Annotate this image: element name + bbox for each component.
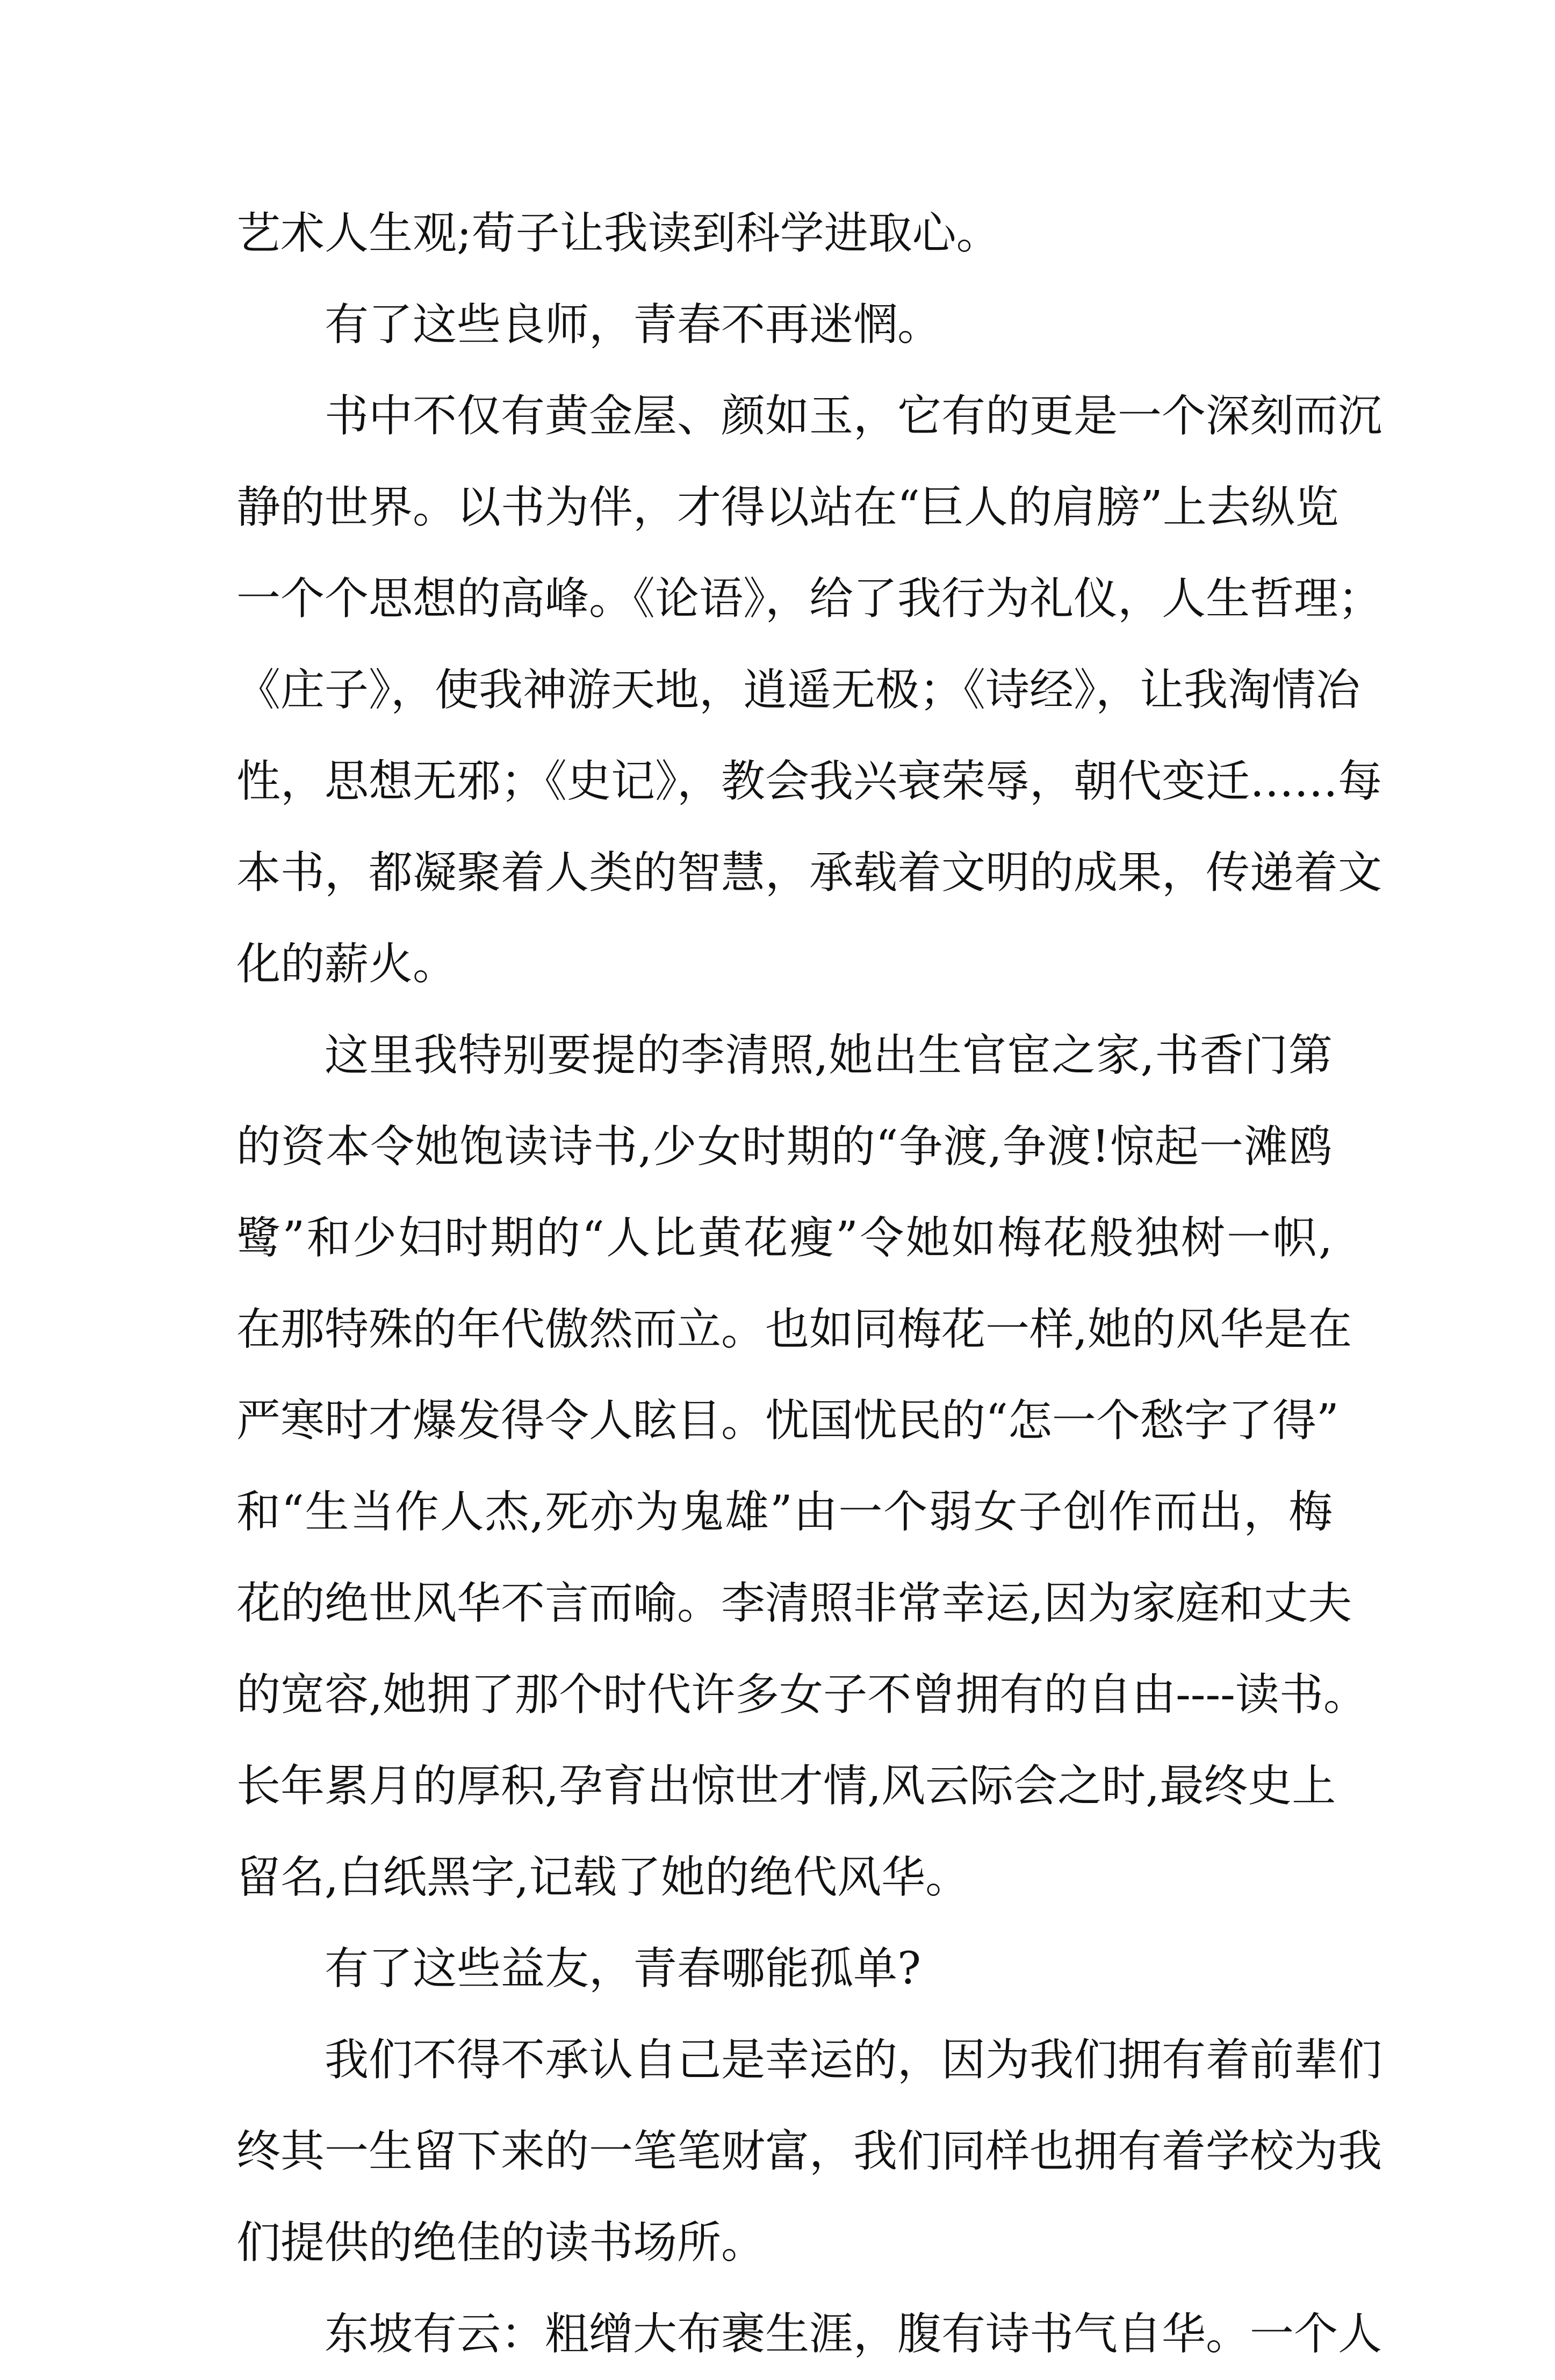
text-line: 艺术人生观;荀子让我读到科学进取心。	[236, 208, 1000, 259]
text-line: 性，思想无邪；《史记》，教会我兴衰荣辱，朝代变迁……每	[236, 756, 1383, 807]
text-line: 我们不得不承认自己是幸运的，因为我们拥有着前辈们	[325, 2035, 1383, 2086]
text-line: 东坡有云：粗缯大布裹生涯，腹有诗书气自华。一个人	[325, 2309, 1383, 2360]
text-line: 长年累月的厚积,孕育出惊世才情,风云际会之时,最终史上	[236, 1761, 1336, 1812]
text-line: 有了这些良师，青春不再迷惘。	[325, 299, 942, 350]
text-line: 和“生当作人杰,死亦为鬼雄”由一个弱女子创作而出，梅	[236, 1487, 1333, 1538]
text-line: 们提供的绝佳的读书场所。	[236, 2217, 766, 2268]
text-line: 的资本令她饱读诗书,少女时期的“争渡,争渡!惊起一滩鸥	[236, 1121, 1333, 1172]
text-line: 《庄子》，使我神游天地，逍遥无极；《诗经》，让我淘情冶	[236, 665, 1360, 716]
text-line: 书中不仅有黄金屋、颜如玉，它有的更是一个深刻而沉	[325, 391, 1383, 442]
text-line: 的宽容,她拥了那个时代许多女子不曾拥有的自由----读书。	[236, 1669, 1367, 1720]
text-line: 留名,白纸黑字,记载了她的绝代风华。	[236, 1852, 970, 1903]
text-line: 花的绝世风华不言而喻。李清照非常幸运,因为家庭和丈夫	[236, 1578, 1352, 1629]
text-line: 严寒时才爆发得令人眩目。忧国忧民的“怎一个愁字了得”	[236, 1395, 1339, 1446]
text-line: 一个个思想的高峰。《论语》，给了我行为礼仪，人生哲理；	[236, 573, 1383, 624]
text-line: 静的世界。以书为伴，才得以站在“巨人的肩膀”上去纵览	[236, 482, 1339, 533]
text-line: 有了这些益友，青春哪能孤单?	[325, 1943, 921, 1994]
text-line: 本书，都凝聚着人类的智慧，承载着文明的成果，传递着文	[236, 847, 1383, 898]
text-line: 化的薪火。	[236, 939, 457, 990]
text-line: 在那特殊的年代傲然而立。也如同梅花一样,她的风华是在	[236, 1304, 1352, 1355]
text-line: 这里我特别要提的李清照,她出生官宦之家,书香门第	[325, 1030, 1333, 1081]
essay-body	[236, 188, 1383, 2380]
text-line: 鹭”和少妇时期的“人比黄花瘦”令她如梅花般独树一帜,	[236, 1213, 1333, 1264]
text-line: 终其一生留下来的一笔笔财富，我们同样也拥有着学校为我	[236, 2126, 1383, 2177]
